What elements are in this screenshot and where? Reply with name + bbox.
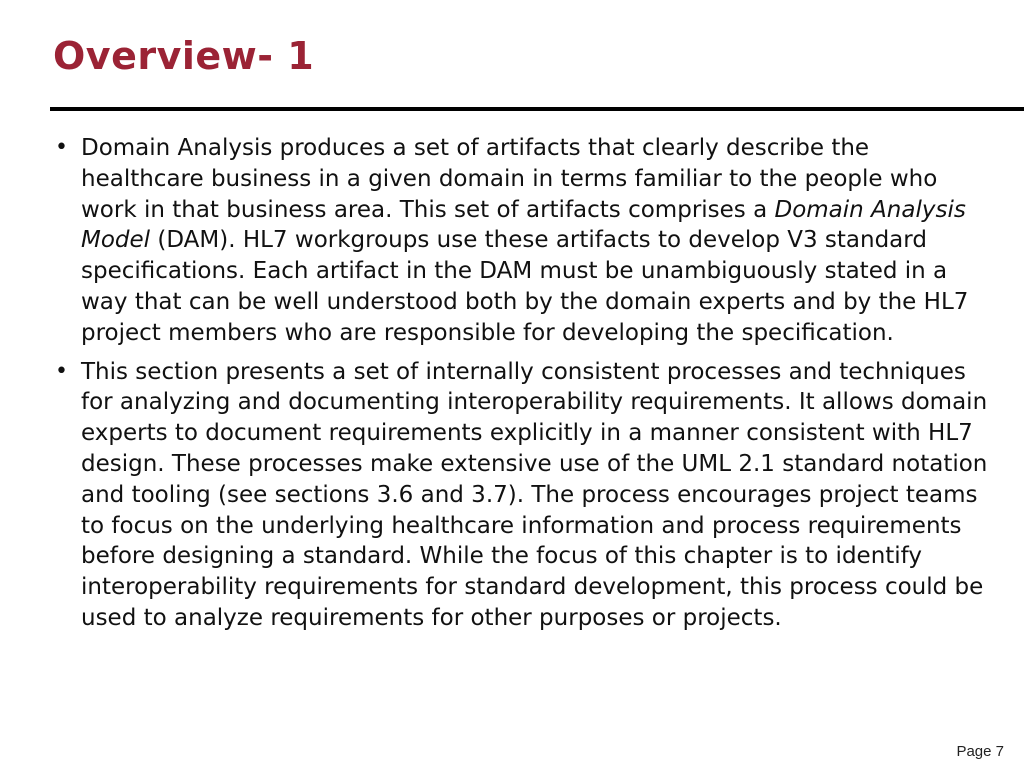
bullet-text: This section presents a set of internally consistent processes and techniques for analyzing and documenting interoperability requirements. It allows domain experts to document requirements explicitly in a manner consistent with HL7 design. These processes make extensive use of the UML 2.1 standard notation and tooling (see sections 3.6 and 3.7). The process encourages project teams to focus on the underlying healthcare information and process requirements before designing a standard. While the focus of this chapter is to identify interoperability requirements for standard development, this process could be used to analyze requirements for other purposes or projects.	[81, 358, 988, 631]
bullet-icon: •	[55, 135, 68, 160]
bullet-text-emphasis: Domain Analysis Model	[81, 196, 966, 254]
title-divider	[50, 107, 1024, 111]
page-number: Page 7	[956, 743, 1004, 760]
bullet-text-part: (DAM). HL7 workgroups use these artifacts to develop V3 standard specifications. Each artifact in the DAM must be unambiguously stated in a way that can be well understood both by the domain experts and by the HL7 project members who are responsible for developing the specification.	[81, 227, 969, 346]
bullet-text	[81, 135, 968, 346]
bullet-list	[0, 133, 1024, 634]
slide-title: Overview- 1	[53, 34, 315, 78]
bullet-icon: •	[55, 358, 68, 384]
bullet-item-1	[0, 133, 1024, 349]
slide-body	[0, 133, 1024, 642]
bullet-item-2	[0, 357, 1024, 634]
bullet-text-part: Domain Analysis produces a set of artifacts that clearly describe the healthcare business in a given domain in terms familiar to the people who work in that business area. This set of artifacts comprises a	[81, 135, 938, 223]
